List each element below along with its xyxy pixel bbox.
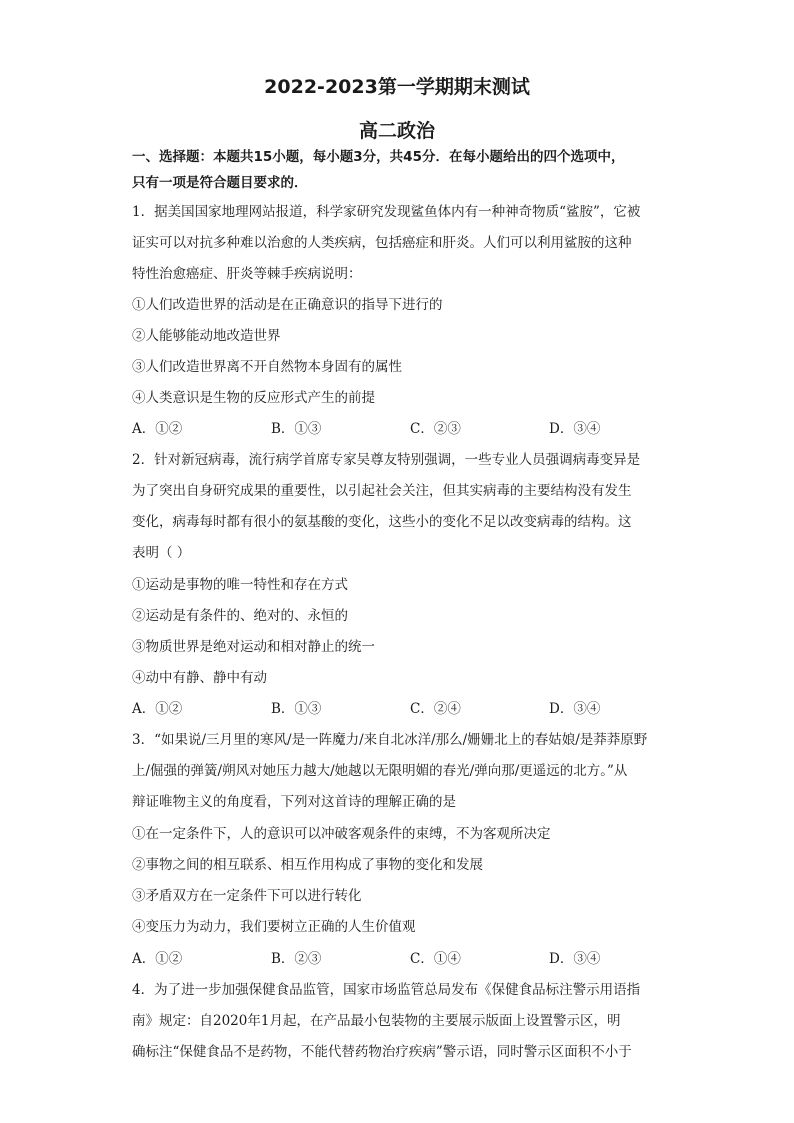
q3-stem-line-2: 上/倔强的弹簧/朔风对她压力越大/她越以无限明媚的春光/弹向那/更遥远的北方。”从 xyxy=(132,763,628,779)
q1-stem-line-2: 证实可以对抗多种难以治愈的人类疾病，包括癌症和肝炎。人们可以利用鲨胺的这种 xyxy=(132,235,632,251)
q4-stem-line-1: 4．为了进一步加强保健食品监管，国家市场监管总局发布《保健食品标注警示用语指 xyxy=(132,982,641,998)
q1-option-a: A．①② xyxy=(132,421,183,437)
q3-item-2: ②事物之间的相互联系、相互作用构成了事物的变化和发展 xyxy=(132,857,483,873)
q3-option-c: C．①④ xyxy=(410,951,461,967)
section-instruction-line-1: 一、选择题：本题共15小题，每小题3分，共45分．在每小题给出的四个选项中， xyxy=(132,149,625,165)
q2-option-a: A．①② xyxy=(132,701,183,717)
q2-option-c: C．②④ xyxy=(410,701,461,717)
q3-stem-line-1: 3．“如果说/三月里的寒风/是一阵魔力/来自北冰洋/那么/姗姗北上的春姑娘/是莽莽原野 xyxy=(132,732,648,748)
exam-title: 2022-2023第一学期期末测试 xyxy=(264,76,530,98)
q2-item-4: ④动中有静、静中有动 xyxy=(132,670,267,686)
q2-stem-line-1: 2．针对新冠病毒，流行病学首席专家吴尊友特别强调，一些专业人员强调病毒变异是 xyxy=(132,452,641,468)
q4-stem-line-2: 南》规定：自2020年1月起，在产品最小包装物的主要展示版面上设置警示区，明 xyxy=(132,1013,621,1029)
q2-stem-line-2: 为了突出自身研究成果的重要性，以引起社会关注，但其实病毒的主要结构没有发生 xyxy=(132,483,632,499)
q1-item-2: ②人能够能动地改造世界 xyxy=(132,328,281,344)
q1-stem-line-1: 1．据美国国家地理网站报道，科学家研究发现鲨鱼体内有一种神奇物质“鲨胺”，它被 xyxy=(132,204,641,220)
q3-option-a: A．①② xyxy=(132,951,183,967)
q2-item-3: ③物质世界是绝对运动和相对静止的统一 xyxy=(132,639,375,655)
q3-item-4: ④变压力为动力，我们要树立正确的人生价值观 xyxy=(132,919,416,935)
q1-option-b: B．①③ xyxy=(271,421,322,437)
q1-item-1: ①人们改造世界的活动是在正确意识的指导下进行的 xyxy=(132,297,443,313)
q2-stem-line-3: 变化，病毒每时都有很小的氨基酸的变化，这些小的变化不足以改变病毒的结构。这 xyxy=(132,514,632,530)
q1-stem-line-3: 特性治愈癌症、肝炎等棘手疾病说明： xyxy=(132,266,362,282)
q3-item-3: ③矛盾双方在一定条件下可以进行转化 xyxy=(132,888,362,904)
q1-item-4: ④人类意识是生物的反应形式产生的前提 xyxy=(132,390,375,406)
q1-item-3: ③人们改造世界离不开自然物本身固有的属性 xyxy=(132,359,402,375)
q3-option-d: D．③④ xyxy=(549,951,601,967)
q3-item-1: ①在一定条件下，人的意识可以冲破客观条件的束缚，不为客观所决定 xyxy=(132,826,551,842)
q2-item-1: ①运动是事物的唯一特性和存在方式 xyxy=(132,577,348,593)
q2-option-b: B．①③ xyxy=(271,701,322,717)
q2-stem-line-4: 表明（ ） xyxy=(132,545,191,561)
q3-option-b: B．②③ xyxy=(271,951,322,967)
q2-option-d: D．③④ xyxy=(549,701,601,717)
exam-subject: 高二政治 xyxy=(358,120,435,142)
section-instruction-line-2: 只有一项是符合题目要求的． xyxy=(132,175,308,191)
q1-option-d: D．③④ xyxy=(549,421,601,437)
q3-stem-line-3: 辩证唯物主义的角度看，下列对这首诗的理解正确的是 xyxy=(132,794,456,810)
q2-item-2: ②运动是有条件的、绝对的、永恒的 xyxy=(132,608,348,624)
q4-stem-line-3: 确标注“保健食品不是药物，不能代替药物治疗疾病”警示语，同时警示区面积不小于 xyxy=(132,1044,632,1060)
q1-option-c: C．②③ xyxy=(410,421,461,437)
